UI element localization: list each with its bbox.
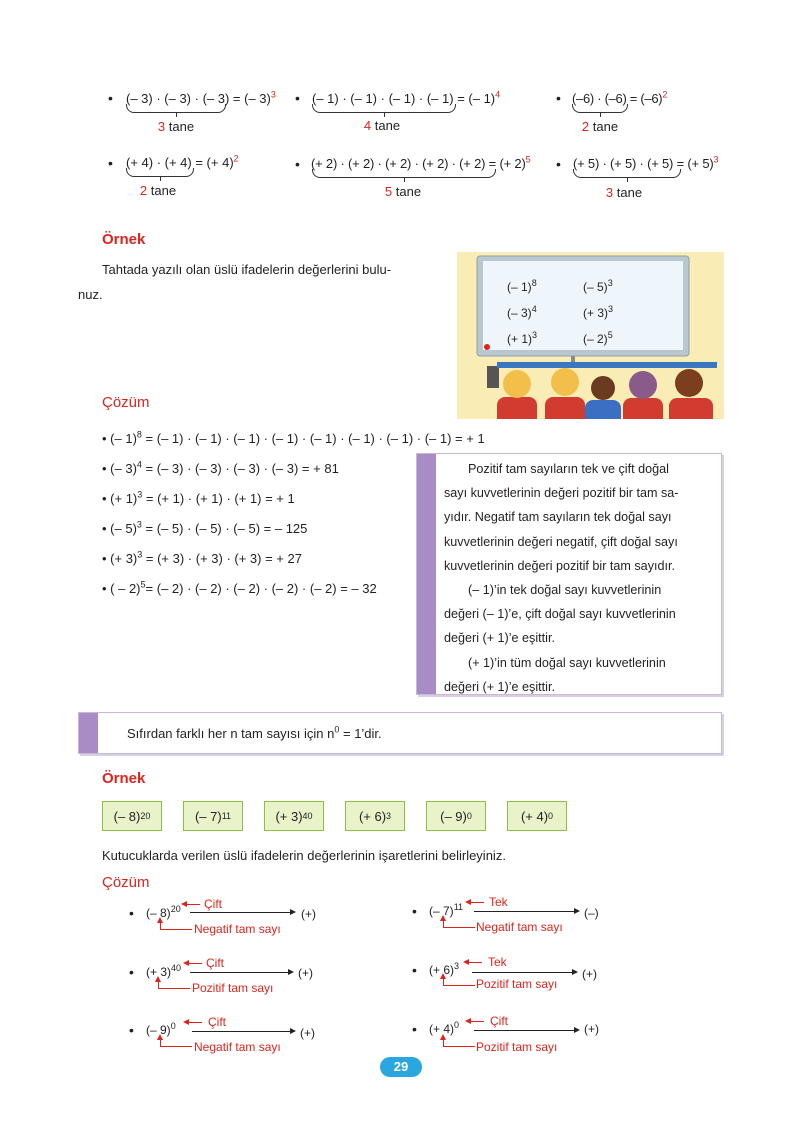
expression-box: (+ 3) 40: [264, 801, 324, 831]
question-text: Kutucuklarda verilen üslü ifadelerin değerlerinin işaretlerini belirleyiniz.: [102, 848, 506, 863]
list-item: • ( – 2)$^5$= (– 2) · (– 2) · (– 2) · (– 2) · (– 2) = – 32: [102, 579, 377, 596]
underbrace: [126, 168, 194, 177]
expression-box: (– 7) 11: [183, 801, 243, 831]
bullet: •: [556, 90, 561, 106]
power-expression: (– 1) · (– 1) · (– 1) · (– 1) = (– 1)$^4$: [312, 89, 501, 106]
example-heading: Örnek: [102, 770, 146, 787]
note-accent-bar: [79, 713, 98, 753]
info-note-box: [416, 453, 722, 695]
rule-note-box: [78, 712, 722, 754]
board-expressions: (– 1)$^8$ (– 5)$^3$ (– 3)$^4$ (+ 3)$^3$ (+ 1)$^3$ (– 2)$^5$: [507, 278, 614, 346]
example-text: Tahtada yazılı olan üslü ifadelerin değerlerini bulu-: [102, 262, 392, 277]
expression-box: (– 8) 20: [102, 801, 162, 831]
rule-text: Sıfırdan farklı her n tam sayısı için $n^0$ = 1’dir.: [127, 724, 382, 741]
list-item: • (+ 3)$^3$ = (+ 3) · (+ 3) · (+ 3) = + 27: [102, 549, 302, 566]
classroom-illustration: [457, 252, 724, 419]
list-item: • (– 3)$^4$ = (– 3) · (– 3) · (– 3) · (– 3) = + 81: [102, 459, 339, 476]
underbrace: [312, 104, 456, 113]
note-accent-bar: [417, 454, 436, 694]
list-item: • (– 5)$^3$ = (– 5) · (– 5) · (– 5) = – 125: [102, 519, 308, 536]
note-text: Pozitif tam sayıların tek ve çift doğal sayı kuvvetlerinin değeri pozitif bir tam sa- yıdır. Negatif tam sayıların tek doğal sayı kuvvetlerinin değeri negatif, çift doğal sayı kuvvetlerinin değeri pozitif bir tam sayıdır. (– 1)’in tek doğal sayı kuvvetlerinin değeri (– 1)’e, çift doğal sayı kuvvetlerinin değeri (+ 1)’e eşittir. (+ 1)’in tüm doğal sayı kuvvetlerinin değeri (+ 1)’e eşittir.: [444, 462, 679, 694]
power-expression: (+ 4) · (+ 4) = (+ 4)$^2$: [126, 153, 239, 170]
power-expression: (+ 5) · (+ 5) · (+ 5) = (+ 5)$^3$: [573, 154, 719, 171]
underbrace: [126, 104, 226, 113]
list-item: • (– 1)$^8$ = (– 1) · (– 1) · (– 1) · (– 1) · (– 1) · (– 1) · (– 1) · (– 1) = + 1: [102, 429, 485, 446]
bullet: •: [108, 90, 113, 106]
solution-heading: Çözüm: [102, 394, 150, 411]
underbrace: [312, 169, 496, 178]
page-number: 29: [380, 1057, 422, 1077]
power-expression: (– 3) · (– 3) · (– 3) = (– 3)$^3$: [126, 89, 276, 106]
bullet: •: [556, 156, 561, 172]
bullet: •: [295, 90, 300, 106]
underbrace: [572, 104, 628, 113]
underbrace: [573, 169, 681, 178]
power-expression: $(-6) \cdot (-6) = (-6)^2$: [572, 89, 668, 106]
bullet: •: [295, 156, 300, 172]
list-item: • (+ 1)$^3$ = (+ 1) · (+ 1) · (+ 1) = + 1: [102, 489, 295, 506]
expression-box: (– 9) 0: [426, 801, 486, 831]
bullet: •: [108, 155, 113, 171]
solution-heading: Çözüm: [102, 874, 150, 891]
expression-box: (+ 4) 0: [507, 801, 567, 831]
example-text: nuz.: [78, 287, 103, 302]
power-expression: (+ 2) · (+ 2) · (+ 2) · (+ 2) · (+ 2) = (+ 2)$^5$: [311, 154, 531, 171]
example-heading: Örnek: [102, 231, 146, 248]
expression-box: (+ 6) 3: [345, 801, 405, 831]
